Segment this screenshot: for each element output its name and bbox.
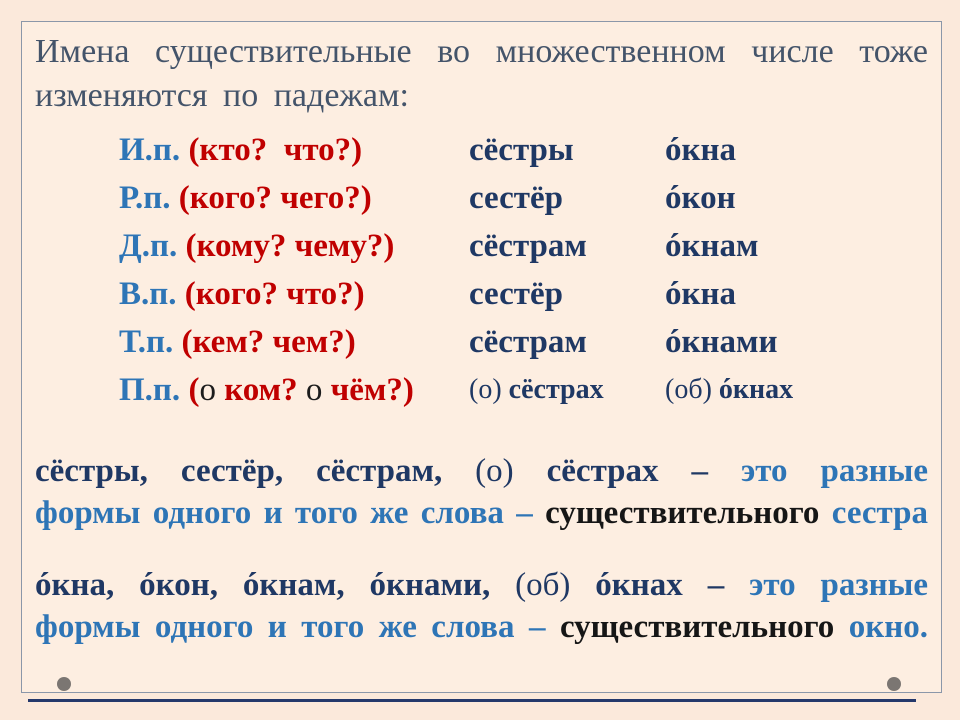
- text-segment: сёстрах: [546, 453, 692, 489]
- paragraph-line: [35, 606, 928, 648]
- text-segment: П.п.: [119, 372, 189, 408]
- text-segment: формы одного и того же слова: [35, 495, 517, 531]
- case-word-sisters: [469, 318, 665, 366]
- right-bullet-dot: [887, 677, 901, 691]
- text-segment: существительного: [559, 609, 849, 645]
- text-segment: о: [199, 372, 225, 408]
- text-segment: óкнах: [718, 374, 794, 405]
- text-segment: (: [188, 372, 200, 408]
- text-segment: это: [749, 567, 821, 603]
- text-segment: Т.п.: [119, 324, 182, 360]
- text-segment: (кто? что?): [188, 132, 363, 168]
- summary-paragraph-sisters: [35, 450, 928, 534]
- left-bullet-dot: [57, 677, 71, 691]
- case-label-and-questions: [119, 174, 469, 222]
- text-segment: (об): [665, 374, 719, 405]
- case-row: [119, 174, 928, 222]
- case-label-and-questions: [119, 222, 469, 270]
- paragraph-line: [35, 564, 928, 606]
- text-segment: разные: [820, 453, 929, 489]
- text-segment: óкна: [665, 276, 737, 312]
- text-segment: (кому? чему?): [185, 228, 395, 264]
- text-segment: сёстры,: [35, 453, 181, 489]
- case-label-and-questions: [119, 270, 469, 318]
- text-segment: одного и того же слова: [154, 609, 529, 645]
- text-segment: Д.п.: [119, 228, 186, 264]
- case-label-and-questions: [119, 366, 469, 414]
- text-segment: сёстрам: [469, 324, 587, 360]
- case-word-sisters: [469, 126, 665, 174]
- content-box: [21, 21, 942, 693]
- case-word-windows: [665, 366, 928, 414]
- text-segment: сёстрах: [508, 374, 604, 405]
- text-segment: сестра: [831, 495, 928, 531]
- text-segment: óкон,: [139, 567, 243, 603]
- text-segment: И.п.: [119, 132, 189, 168]
- text-segment: формы: [35, 609, 155, 645]
- text-segment: Р.п.: [119, 180, 179, 216]
- text-segment: –: [516, 495, 546, 531]
- case-label-and-questions: [119, 126, 469, 174]
- text-segment: óкон: [665, 180, 736, 216]
- bottom-rule-line: [28, 699, 916, 702]
- text-segment: (о): [475, 453, 547, 489]
- slide-title-line-2: изменяются по падежам:: [35, 77, 409, 114]
- case-row: [119, 222, 928, 270]
- case-label-and-questions: [119, 318, 469, 366]
- case-word-windows: [665, 270, 928, 318]
- text-segment: сестёр,: [180, 453, 317, 489]
- paragraph-line: [35, 450, 928, 492]
- text-segment: óкнам: [665, 228, 759, 264]
- paragraph-line: [35, 492, 928, 534]
- text-segment: это: [740, 453, 821, 489]
- case-row: [119, 366, 928, 414]
- case-word-windows: [665, 126, 928, 174]
- text-segment: сёстры: [469, 132, 574, 168]
- text-segment: сестёр: [469, 180, 563, 216]
- case-word-sisters: [469, 174, 665, 222]
- text-segment: óкнами: [665, 324, 778, 360]
- case-declension-table: [35, 126, 928, 414]
- text-segment: (о): [469, 374, 509, 405]
- text-segment: сёстрам: [469, 228, 587, 264]
- text-segment: сёстрам,: [316, 453, 476, 489]
- text-segment: (кем? чем?): [181, 324, 356, 360]
- text-segment: окно.: [848, 609, 929, 645]
- text-segment: о: [297, 372, 331, 408]
- text-segment: (об): [515, 567, 596, 603]
- text-segment: óкна: [665, 132, 737, 168]
- case-row: [119, 126, 928, 174]
- case-word-windows: [665, 174, 928, 222]
- text-segment: óкнами,: [369, 567, 516, 603]
- summary-paragraph-windows: [35, 564, 928, 648]
- text-segment: –: [691, 453, 741, 489]
- text-segment: ком?: [224, 372, 298, 408]
- text-segment: (кого? чего?): [178, 180, 372, 216]
- text-segment: разные: [820, 567, 929, 603]
- case-word-sisters: [469, 222, 665, 270]
- case-row: [119, 270, 928, 318]
- slide-title-line-1: Имена существительные во множественном числе тоже: [35, 33, 928, 70]
- case-word-sisters: [469, 366, 665, 414]
- text-segment: (кого? что?): [184, 276, 365, 312]
- case-word-sisters: [469, 270, 665, 318]
- text-segment: сестёр: [469, 276, 563, 312]
- case-word-windows: [665, 222, 928, 270]
- text-segment: чём?): [330, 372, 414, 408]
- text-segment: óкнам,: [242, 567, 370, 603]
- text-segment: существительного: [545, 495, 832, 531]
- case-row: [119, 318, 928, 366]
- text-segment: óкнах: [595, 567, 708, 603]
- text-segment: óкна,: [35, 567, 140, 603]
- text-segment: –: [707, 567, 750, 603]
- case-word-windows: [665, 318, 928, 366]
- text-segment: В.п.: [119, 276, 185, 312]
- text-segment: –: [528, 609, 560, 645]
